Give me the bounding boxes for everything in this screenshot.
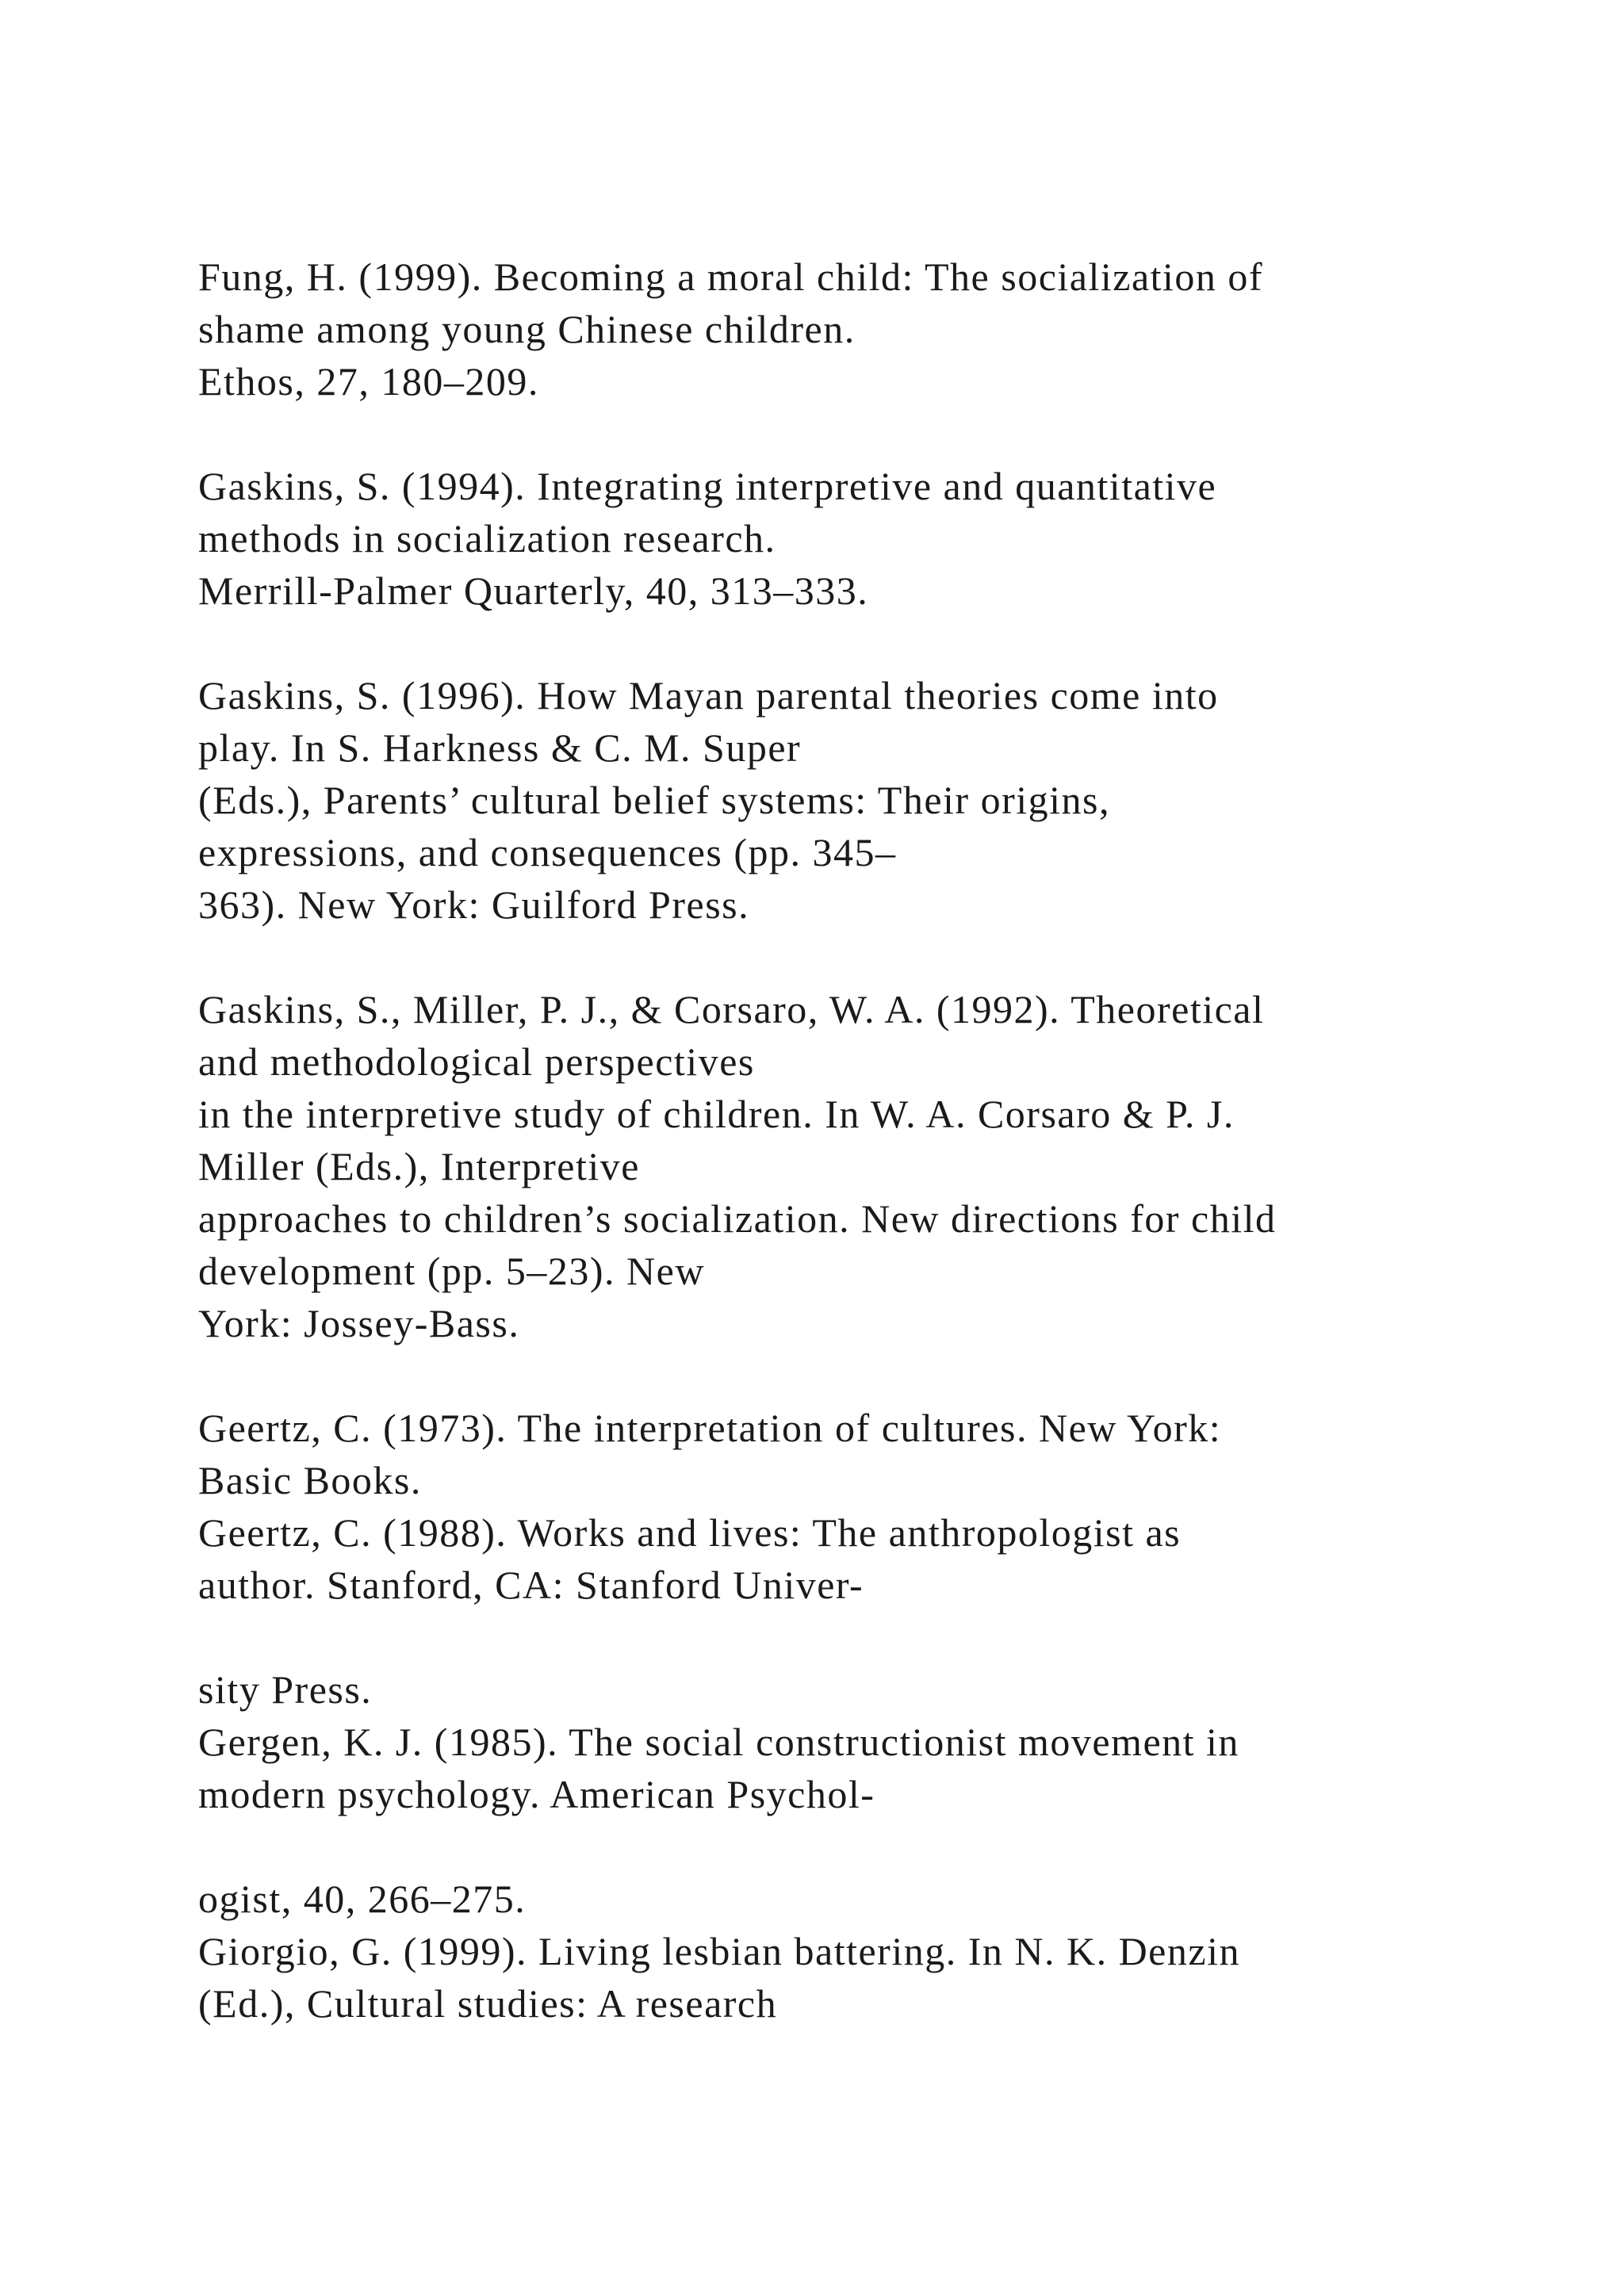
text-line: Geertz, C. (1973). The interpretation of cultures. New York: — [198, 1406, 1222, 1450]
text-line: Gaskins, S. (1996). How Mayan parental theories come into — [198, 673, 1219, 718]
text-line: approaches to children’s socialization. New directions for child — [198, 1196, 1277, 1241]
text-line: York: Jossey-Bass. — [198, 1301, 520, 1345]
text-line: Gergen, K. J. (1985). The social constructionist movement in — [198, 1720, 1239, 1764]
text-line: (Ed.), Cultural studies: A research — [198, 1981, 778, 2026]
text-line: development (pp. 5–23). New — [198, 1249, 705, 1293]
text-line: Geertz, C. (1988). Works and lives: The anthropologist as — [198, 1510, 1182, 1555]
text-line: Basic Books. — [198, 1458, 422, 1502]
text-line: (Eds.), Parents’ cultural belief systems: Their origins, — [198, 778, 1110, 822]
text-line: Miller (Eds.), Interpretive — [198, 1144, 640, 1188]
text-line: ogist, 40, 266–275. — [198, 1877, 527, 1921]
text-line: expressions, and consequences (pp. 345– — [198, 830, 897, 874]
text-line: shame among young Chinese children. — [198, 307, 856, 351]
text-line: sity Press. — [198, 1667, 373, 1712]
text-line: methods in socialization research. — [198, 516, 776, 561]
text-line: 363). New York: Guilford Press. — [198, 882, 750, 927]
text-line: Merrill-Palmer Quarterly, 40, 313–333. — [198, 568, 869, 613]
text-line: Ethos, 27, 180–209. — [198, 359, 539, 404]
text-line: Fung, H. (1999). Becoming a moral child: The socialization of — [198, 254, 1264, 299]
text-line: author. Stanford, CA: Stanford Univer- — [198, 1563, 864, 1607]
text-line: in the interpretive study of children. In W. A. Corsaro & P. J. — [198, 1092, 1235, 1136]
text-line: Gaskins, S., Miller, P. J., & Corsaro, W. A. (1992). Theoretical — [198, 987, 1265, 1031]
text-line: and methodological perspectives — [198, 1039, 755, 1084]
text-line: Gaskins, S. (1994). Integrating interpretive and quantitative — [198, 464, 1217, 508]
text-line: modern psychology. American Psychol- — [198, 1772, 875, 1816]
text-line: Giorgio, G. (1999). Living lesbian battering. In N. K. Denzin — [198, 1929, 1240, 1973]
text-line: play. In S. Harkness & C. M. Super — [198, 725, 802, 770]
